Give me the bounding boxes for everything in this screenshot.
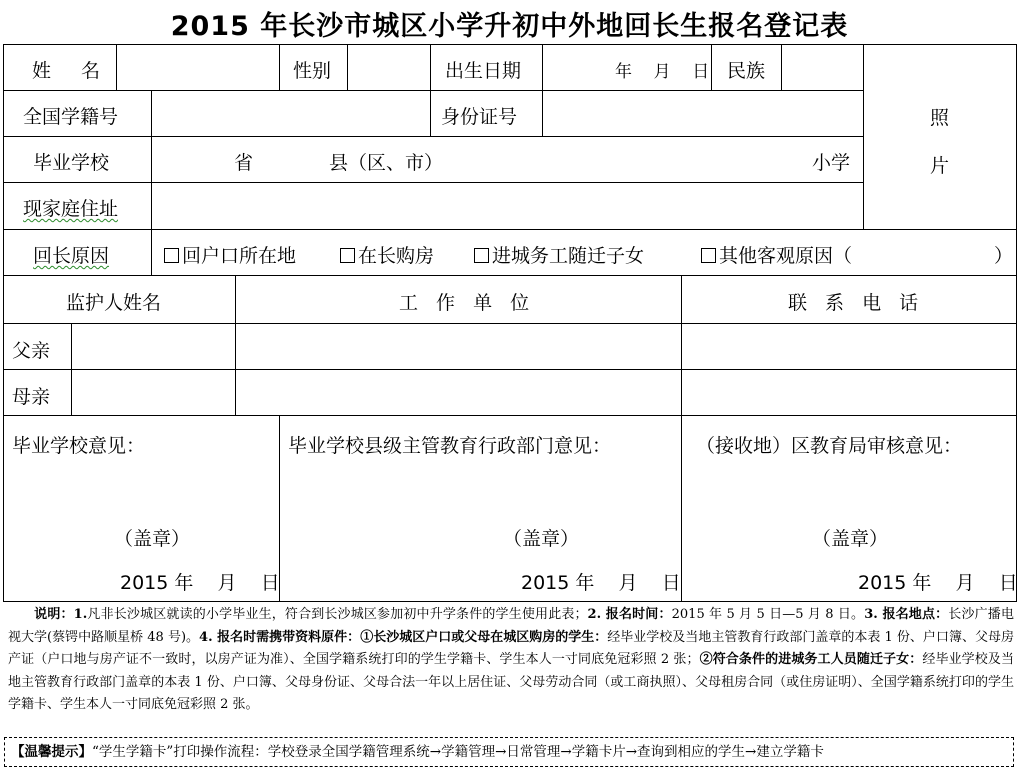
ethnicity-label-cell [711, 44, 782, 91]
notes-label: 说明： [34, 607, 74, 622]
photo-label-1: 照 [930, 107, 950, 129]
mother-label: 母亲 [12, 386, 51, 408]
tip-text: “学生学籍卡”打印操作流程：学校登录全国学籍管理系统→学籍管理→日常管理→学籍卡片→查询到相应的学生→建立学籍卡 [92, 744, 824, 760]
father-name-input[interactable] [71, 323, 236, 370]
phone-header-label: 联 系 电 话 [788, 292, 925, 314]
receiving-opinion-box[interactable] [681, 415, 1017, 602]
gender-label: 性别 [293, 60, 332, 82]
reason-options-cell [151, 229, 1017, 276]
county-edu-opinion-box[interactable] [279, 415, 682, 602]
birth-label-cell [430, 44, 543, 91]
reason-option-house-label: 在长购房 [358, 245, 435, 267]
father-work-input[interactable] [235, 323, 682, 370]
notes-item3: 长沙广播电视大学(蔡锷中路顺星桥 48 号)。 [8, 607, 1014, 645]
photo-box[interactable] [863, 44, 1017, 230]
birth-label: 出生日期 [445, 60, 522, 82]
reason-option-migrant[interactable] [474, 241, 644, 268]
birth-date-input[interactable] [542, 44, 712, 91]
father-phone-input[interactable] [681, 323, 1017, 370]
school-opinion-date: 2015 年 月 日 [120, 572, 280, 594]
instructions [8, 604, 1014, 717]
county-label: 县（区、市） [329, 152, 444, 174]
student-id-label-cell [3, 90, 152, 137]
school-opinion-label: 毕业学校意见： [12, 435, 146, 457]
address-input[interactable] [151, 182, 864, 230]
notes-item2-head: 2. 报名时间： [587, 607, 672, 622]
father-label: 父亲 [12, 340, 51, 362]
school-label: 毕业学校 [33, 152, 110, 174]
name-input[interactable] [116, 44, 280, 91]
mother-name-input[interactable] [71, 369, 236, 416]
mother-phone-input[interactable] [681, 369, 1017, 416]
address-label-cell [3, 182, 152, 230]
county-edu-opinion-date: 2015 年 月 日 [521, 572, 681, 594]
student-id-input[interactable] [151, 90, 431, 137]
receiving-opinion-date: 2015 年 月 日 [858, 572, 1018, 594]
notes-item2: 2015 年 5 月 5 日—5 月 8 日。 [671, 607, 865, 622]
county-edu-opinion-seal: （盖章） [503, 528, 580, 550]
work-unit-header [235, 275, 682, 324]
notes-item4a: 经毕业学校及当地主管教育行政部门盖章的本表 1 份、户口簿、父母房产证（户口地与房产证不一致时，以房产证为准）、全国学籍系统打印的学生学籍卡、学生本人一寸同底免冠彩照 2 张； [8, 629, 1014, 667]
notes-item4a-head: ①长沙城区户口或父母在城区购房的学生： [360, 629, 608, 645]
checkbox-icon[interactable] [701, 248, 716, 263]
address-label: 现家庭住址 [23, 198, 119, 220]
reason-option-house[interactable] [340, 241, 434, 268]
school-opinion-seal: （盖章） [114, 528, 191, 550]
id-card-input[interactable] [542, 90, 864, 137]
name-label: 姓 名 [32, 60, 113, 82]
father-label-cell [3, 323, 72, 370]
guardian-name-header [3, 275, 236, 324]
photo-label-2: 片 [930, 155, 950, 177]
id-card-label: 身份证号 [441, 106, 518, 128]
mother-label-cell [3, 369, 72, 416]
receiving-opinion-seal: （盖章） [812, 528, 889, 550]
notes-item4b-head: ②符合条件的进城务工人员随迁子女： [699, 652, 923, 667]
notes-item3-head: 3. 报名地点： [864, 607, 949, 622]
id-card-label-cell [430, 90, 543, 137]
reason-other-close-paren: ） [994, 245, 1014, 267]
school-label-cell [3, 136, 152, 183]
reason-option-hukou[interactable] [164, 241, 296, 268]
tip-head: 【温馨提示】 [11, 744, 92, 760]
notes-item1: 凡非长沙城区就读的小学毕业生，符合到长沙城区参加初中升学条件的学生使用此表； [87, 607, 588, 622]
birth-date-placeholder: 年 月 日 [615, 62, 710, 82]
receiving-opinion-label: （接收地）区教育局审核意见： [696, 435, 963, 457]
ethnicity-input[interactable] [781, 44, 864, 91]
school-opinion-box[interactable] [3, 415, 280, 602]
notes-item1-num: 1. [73, 607, 88, 622]
checkbox-icon[interactable] [340, 248, 355, 263]
student-id-label: 全国学籍号 [23, 106, 119, 128]
checkbox-icon[interactable] [164, 248, 179, 263]
gender-input[interactable] [347, 44, 431, 91]
province-label: 省 [234, 152, 254, 174]
notes-item4b: 经毕业学校及当地主管教育行政部门盖章的本表 1 份、户口簿、父母身份证、父母合法一年以上居住证、父母劳动合同（或工商执照）、父母租房合同（或住房证明）、全国学籍系统打印的学生学籍卡、学生本人一寸同底免冠彩照 2 张。 [8, 652, 1014, 712]
name-label-cell [3, 44, 117, 91]
reason-option-other-label: 其他客观原因（ [719, 245, 853, 267]
county-edu-opinion-label: 毕业学校县级主管教育行政部门意见： [288, 435, 612, 457]
primary-school-label: 小学 [812, 152, 851, 174]
work-unit-header-label: 工 作 单 位 [399, 292, 536, 314]
reason-option-hukou-label: 回户口所在地 [182, 245, 297, 267]
guardian-name-header-label: 监护人姓名 [66, 292, 162, 314]
reason-label-cell [3, 229, 152, 276]
checkbox-icon[interactable] [474, 248, 489, 263]
ethnicity-label: 民族 [727, 60, 766, 82]
tip-box [4, 737, 1014, 767]
mother-work-input[interactable] [235, 369, 682, 416]
registration-form [3, 44, 1017, 602]
reason-option-migrant-label: 进城务工随迁子女 [492, 245, 645, 267]
notes-item4-head: 4. 报名时需携带资料原件： [199, 629, 361, 645]
reason-option-other[interactable] [701, 241, 852, 268]
school-input[interactable] [151, 136, 864, 183]
reason-label: 回长原因 [33, 245, 110, 267]
form-title: 2015 年长沙市城区小学升初中外地回长生报名登记表 [170, 11, 849, 42]
phone-header [681, 275, 1017, 324]
gender-label-cell [279, 44, 348, 91]
